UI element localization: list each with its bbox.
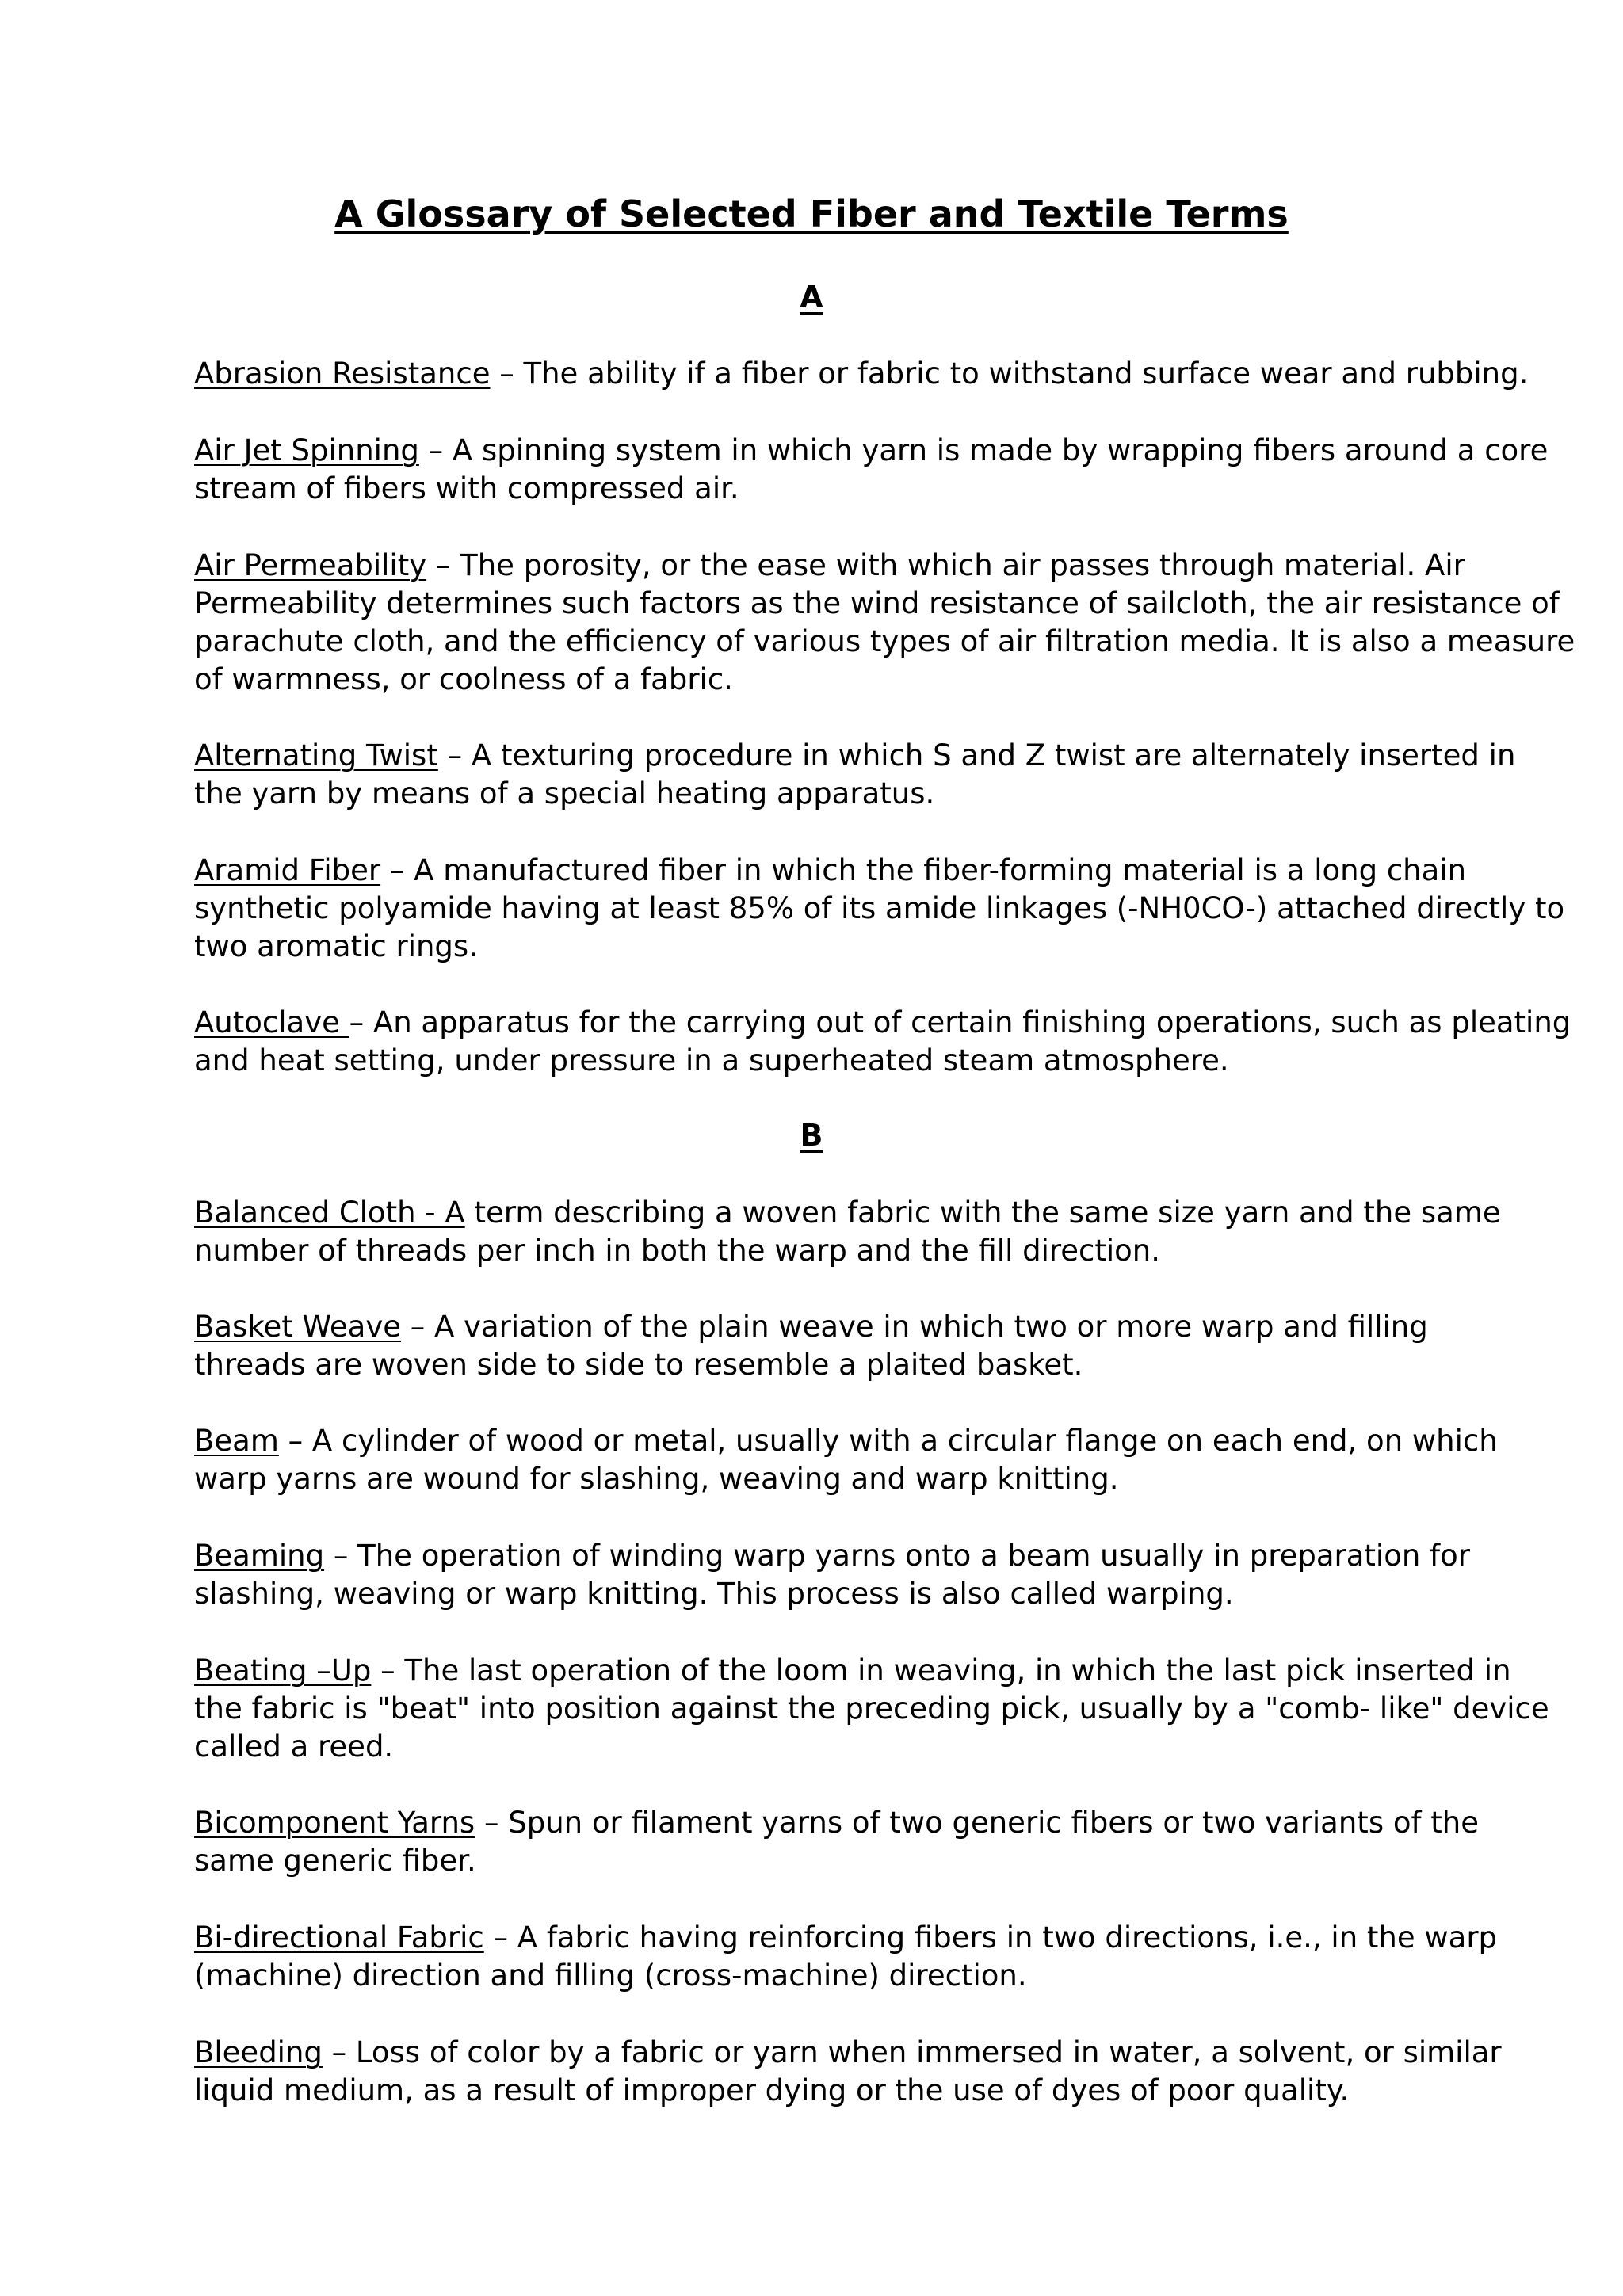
- definition-text: – A manufactured fiber in which the fiber-forming material is a long chain: [380, 853, 1467, 887]
- definition-text: called a reed.: [194, 1730, 394, 1764]
- definition-text: the yarn by means of a special heating apparatus.: [194, 776, 935, 810]
- entry-line: [194, 1652, 1511, 1690]
- definition-text: – An apparatus for the carrying out of certain finishing operations, such as pleating: [349, 1005, 1571, 1039]
- glossary-term: Autoclave: [194, 1005, 349, 1039]
- definition-text: – The porosity, or the ease with which air passes through material. Air: [426, 548, 1465, 582]
- glossary-term: Aramid Fiber: [194, 853, 381, 887]
- entry-line: [194, 1194, 1501, 1232]
- glossary-entry-air-permeability: [194, 547, 1575, 699]
- definition-text: – A texturing procedure in which S and Z twist are alternately inserted in: [437, 738, 1516, 772]
- entry-line: [194, 547, 1465, 585]
- entry-line: [194, 1537, 1470, 1575]
- glossary-term: Bleeding: [194, 2035, 323, 2069]
- glossary-term: Beating –Up: [194, 1653, 372, 1688]
- glossary-term: Beaming: [194, 1539, 325, 1573]
- definition-text: threads are woven side to side to resemble a plaited basket.: [194, 1348, 1083, 1382]
- glossary-entry-beam: [194, 1422, 1498, 1498]
- glossary-entry-basket-weave: [194, 1308, 1462, 1384]
- glossary-entry-air-jet-spinning: [194, 432, 1549, 508]
- definition-text: of warmness, or coolness of a fabric.: [194, 662, 733, 696]
- glossary-term: Beam: [194, 1424, 279, 1458]
- glossary-entry-beaming: [194, 1537, 1470, 1613]
- definition-text: – Spun or filament yarns of two generic fibers or two variants of the: [475, 1806, 1479, 1840]
- definition-text: parachute cloth, and the efficiency of various types of air filtration media. It is also a measure: [194, 624, 1575, 658]
- definition-text: term describing a woven fabric with the same size yarn and the same: [464, 1196, 1501, 1230]
- definition-text: synthetic polyamide having at least 85% of its amide linkages (-NH0CO-) attached directly to: [194, 891, 1565, 925]
- entry-line: [194, 355, 1529, 393]
- entry-line: [194, 737, 1516, 775]
- definition-text: – A spinning system in which yarn is made by wrapping fibers around a core: [418, 433, 1549, 467]
- section-heading-b: B: [800, 1118, 823, 1153]
- entry-line: [194, 1308, 1462, 1346]
- definition-text: slashing, weaving or warp knitting. This process is also called warping.: [194, 1577, 1234, 1611]
- definition-text: liquid medium, as a result of improper dying or the use of dyes of poor quality.: [194, 2073, 1350, 2107]
- definition-text: same generic fiber.: [194, 1844, 476, 1878]
- glossary-term: Basket Weave: [194, 1310, 401, 1344]
- entry-line: [194, 1004, 1571, 1042]
- glossary-term: Balanced Cloth - A: [194, 1196, 465, 1230]
- glossary-entry-aramid-fiber: [194, 852, 1565, 966]
- glossary-term: Bicomponent Yarns: [194, 1806, 475, 1840]
- definition-text: – The last operation of the loom in weaving, in which the last pick inserted in: [371, 1653, 1511, 1688]
- definition-text: and heat setting, under pressure in a superheated steam atmosphere.: [194, 1043, 1229, 1077]
- definition-text: – A cylinder of wood or metal, usually with a circular flange on each end, on which: [278, 1424, 1498, 1458]
- entry-line: [194, 1422, 1498, 1460]
- glossary-entry-bleeding: [194, 2034, 1502, 2110]
- entry-line: [194, 1919, 1498, 1957]
- glossary-term: Abrasion Resistance: [194, 357, 491, 391]
- glossary-entry-beating-up: [194, 1652, 1549, 1766]
- definition-text: (machine) direction and filling (cross-machine) direction.: [194, 1958, 1027, 1993]
- entry-line: [194, 432, 1549, 470]
- glossary-term: Bi-directional Fabric: [194, 1920, 484, 1955]
- glossary-entry-bicomponent-yarns: [194, 1804, 1479, 1880]
- glossary-entry-balanced-cloth: [194, 1194, 1501, 1270]
- glossary-entry-abrasion-resistance: [194, 355, 1529, 393]
- entry-line: [194, 1804, 1479, 1842]
- definition-text: two aromatic rings.: [194, 929, 478, 963]
- definition-text: – A variation of the plain weave in which two or more warp and filling: [401, 1310, 1428, 1344]
- glossary-term: Air Permeability: [194, 548, 427, 582]
- definition-text: – The operation of winding warp yarns onto a beam usually in preparation for: [324, 1539, 1470, 1573]
- entry-line: [194, 852, 1467, 890]
- definition-text: stream of fibers with compressed air.: [194, 471, 739, 505]
- definition-text: – The ability if a fiber or fabric to withstand surface wear and rubbing.: [490, 357, 1529, 391]
- glossary-entry-bi-directional-fabric: [194, 1919, 1498, 1995]
- glossary-entry-autoclave: [194, 1004, 1571, 1080]
- definition-text: Permeability determines such factors as the wind resistance of sailcloth, the air resistance of: [194, 586, 1560, 620]
- definition-text: warp yarns are wound for slashing, weaving and warp knitting.: [194, 1462, 1119, 1496]
- definition-text: the fabric is "beat" into position against the preceding pick, usually by a "comb- like" device: [194, 1691, 1549, 1726]
- glossary-term: Alternating Twist: [194, 738, 438, 772]
- section-heading-a: A: [800, 280, 823, 315]
- definition-text: – A fabric having reinforcing fibers in two directions, i.e., in the warp: [483, 1920, 1498, 1955]
- definition-text: number of threads per inch in both the warp and the fill direction.: [194, 1234, 1161, 1268]
- definition-text: – Loss of color by a fabric or yarn when immersed in water, a solvent, or similar: [322, 2035, 1502, 2069]
- entry-line: [194, 2034, 1502, 2072]
- glossary-entry-alternating-twist: [194, 737, 1516, 813]
- document-title: A Glossary of Selected Fiber and Textile Terms: [334, 193, 1289, 235]
- glossary-term: Air Jet Spinning: [194, 433, 419, 467]
